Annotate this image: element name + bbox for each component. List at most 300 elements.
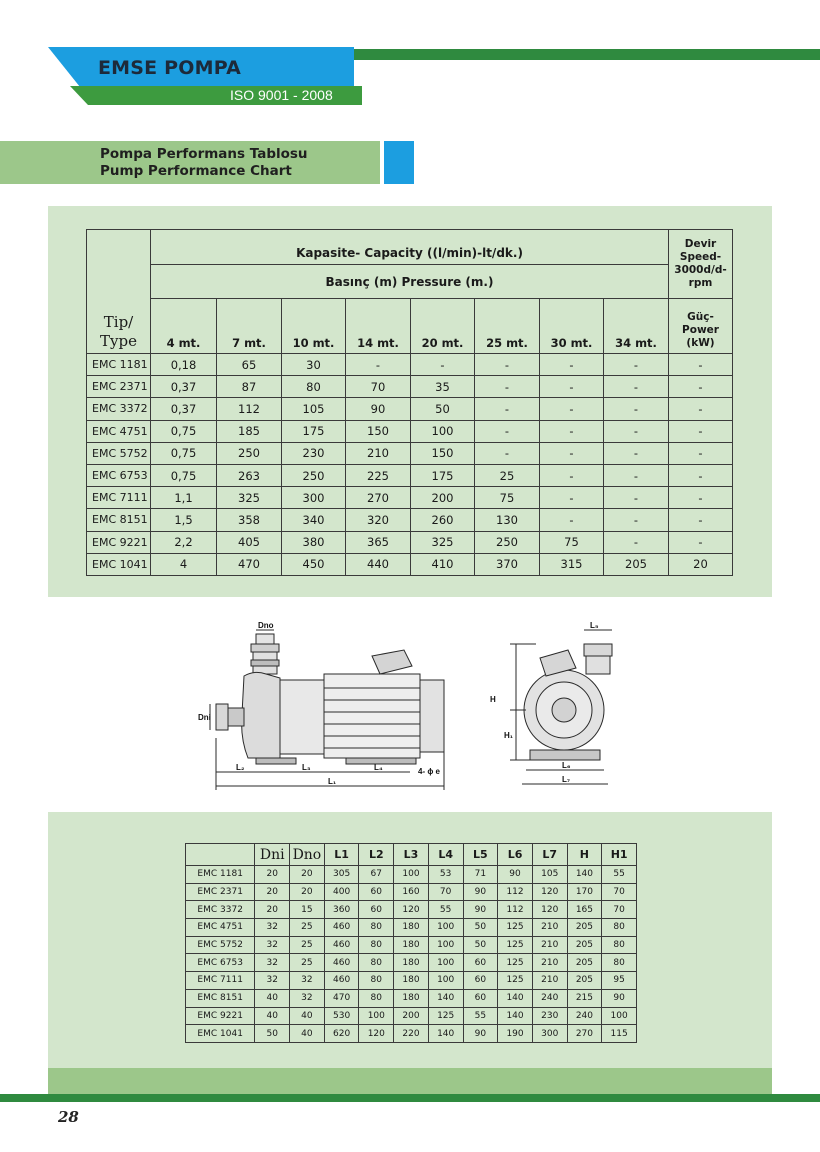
value-cell: 80 — [359, 936, 394, 954]
value-cell: - — [540, 398, 604, 420]
value-cell: - — [475, 420, 540, 442]
dimensions-header-cell: L2 — [359, 844, 394, 866]
dimensions-header-cell: H1 — [602, 844, 637, 866]
dimensions-row — [186, 989, 637, 1007]
value-cell: 90 — [346, 398, 411, 420]
value-cell: 80 — [602, 919, 637, 937]
value-cell: 115 — [602, 1025, 637, 1043]
value-cell: 530 — [324, 1007, 359, 1025]
value-cell: 50 — [463, 936, 498, 954]
value-cell: 71 — [463, 866, 498, 884]
value-cell: 100 — [428, 972, 463, 990]
pressure-header: Basınç (m) Pressure (m.) — [151, 265, 669, 299]
type-cell: EMC 3372 — [87, 398, 151, 420]
value-cell: 90 — [498, 866, 533, 884]
type-cell: EMC 3372 — [186, 901, 255, 919]
performance-table — [86, 229, 733, 576]
label-l5: L₅ — [590, 621, 599, 630]
value-cell: 200 — [394, 1007, 429, 1025]
type-cell: EMC 1041 — [186, 1025, 255, 1043]
performance-row — [87, 531, 733, 553]
value-cell: 40 — [290, 1007, 325, 1025]
value-cell: 112 — [498, 883, 533, 901]
dimensions-row — [186, 901, 637, 919]
value-cell: 55 — [428, 901, 463, 919]
value-cell: - — [475, 354, 540, 376]
dimensions-header-cell: L1 — [324, 844, 359, 866]
value-cell: 90 — [463, 883, 498, 901]
value-cell: 240 — [567, 1007, 602, 1025]
value-cell: 185 — [217, 420, 282, 442]
value-cell: 470 — [217, 553, 282, 575]
value-cell: 50 — [463, 919, 498, 937]
value-cell: 250 — [475, 531, 540, 553]
value-cell: 100 — [394, 866, 429, 884]
value-cell: 365 — [346, 531, 411, 553]
label-h1: H₁ — [504, 731, 514, 740]
label-l1: L₁ — [328, 777, 337, 786]
type-cell: EMC 2371 — [87, 376, 151, 398]
value-cell: 140 — [498, 989, 533, 1007]
value-cell: 140 — [567, 866, 602, 884]
value-cell: 1,1 — [151, 487, 217, 509]
value-cell: 53 — [428, 866, 463, 884]
speed-header-line: rpm — [688, 277, 713, 289]
value-cell: 205 — [567, 972, 602, 990]
value-cell: 75 — [475, 487, 540, 509]
value-cell: 65 — [217, 354, 282, 376]
value-cell: 180 — [394, 919, 429, 937]
value-cell: 1,5 — [151, 509, 217, 531]
speed-header-line: Devir — [684, 238, 717, 250]
value-cell: 0,37 — [151, 376, 217, 398]
value-cell: - — [669, 420, 733, 442]
value-cell: 125 — [428, 1007, 463, 1025]
value-cell: 30 — [282, 354, 346, 376]
dimensions-row — [186, 954, 637, 972]
value-cell: 105 — [282, 398, 346, 420]
value-cell: 300 — [282, 487, 346, 509]
value-cell: 90 — [463, 901, 498, 919]
value-cell: 105 — [532, 866, 567, 884]
pressure-column-header: 4 mt. — [151, 299, 217, 354]
value-cell: 180 — [394, 989, 429, 1007]
value-cell: - — [475, 376, 540, 398]
value-cell: 150 — [411, 442, 475, 464]
value-cell: 125 — [498, 919, 533, 937]
value-cell: 50 — [255, 1025, 290, 1043]
value-cell: - — [669, 464, 733, 486]
value-cell: - — [604, 464, 669, 486]
value-cell: 100 — [602, 1007, 637, 1025]
value-cell: 205 — [567, 954, 602, 972]
value-cell: - — [669, 487, 733, 509]
value-cell: 25 — [290, 936, 325, 954]
value-cell: 315 — [540, 553, 604, 575]
value-cell: - — [540, 464, 604, 486]
power-header-line: Güç-Power — [682, 311, 719, 336]
value-cell: - — [475, 398, 540, 420]
pressure-column-header: 7 mt. — [217, 299, 282, 354]
type-header — [87, 230, 151, 354]
dimensions-row — [186, 919, 637, 937]
value-cell: 210 — [532, 919, 567, 937]
value-cell: 358 — [217, 509, 282, 531]
value-cell: 55 — [602, 866, 637, 884]
value-cell: 360 — [324, 901, 359, 919]
value-cell: 100 — [428, 919, 463, 937]
value-cell: 210 — [532, 936, 567, 954]
section-title-en: Pump Performance Chart — [100, 163, 292, 179]
value-cell: 380 — [282, 531, 346, 553]
value-cell: 40 — [255, 989, 290, 1007]
value-cell: 460 — [324, 972, 359, 990]
value-cell: 112 — [498, 901, 533, 919]
dimensions-header-cell: L4 — [428, 844, 463, 866]
type-cell: EMC 5752 — [87, 442, 151, 464]
dimensions-header-cell: L6 — [498, 844, 533, 866]
dimensions-row — [186, 1025, 637, 1043]
footer-green-rule — [0, 1094, 820, 1102]
value-cell: 270 — [567, 1025, 602, 1043]
value-cell: 340 — [282, 509, 346, 531]
value-cell: - — [411, 354, 475, 376]
value-cell: - — [604, 509, 669, 531]
value-cell: 120 — [532, 901, 567, 919]
label-l3: L₃ — [302, 763, 311, 772]
label-l4: L₄ — [374, 763, 383, 772]
type-header-line1: Tip/ — [103, 313, 134, 331]
dimensions-row — [186, 1007, 637, 1025]
section-blue-block — [384, 141, 414, 184]
value-cell: 70 — [602, 901, 637, 919]
value-cell: 25 — [290, 919, 325, 937]
value-cell: - — [604, 398, 669, 420]
value-cell: 20 — [255, 901, 290, 919]
value-cell: 325 — [217, 487, 282, 509]
dimensions-row — [186, 883, 637, 901]
value-cell: 300 — [532, 1025, 567, 1043]
value-cell: 0,37 — [151, 398, 217, 420]
value-cell: - — [540, 354, 604, 376]
type-cell: EMC 1181 — [87, 354, 151, 376]
value-cell: - — [475, 442, 540, 464]
value-cell: 400 — [324, 883, 359, 901]
pressure-column-header: 25 mt. — [475, 299, 540, 354]
value-cell: 32 — [255, 954, 290, 972]
value-cell: 263 — [217, 464, 282, 486]
pressure-column-header: 14 mt. — [346, 299, 411, 354]
type-cell: EMC 9221 — [186, 1007, 255, 1025]
value-cell: 100 — [428, 954, 463, 972]
type-cell: EMC 4751 — [87, 420, 151, 442]
value-cell: 20 — [255, 866, 290, 884]
value-cell: 120 — [394, 901, 429, 919]
performance-row — [87, 354, 733, 376]
value-cell: 67 — [359, 866, 394, 884]
value-cell: 60 — [463, 972, 498, 990]
value-cell: 60 — [359, 901, 394, 919]
value-cell: - — [669, 376, 733, 398]
dimensions-table-body — [186, 866, 637, 1043]
value-cell: - — [540, 509, 604, 531]
performance-row — [87, 376, 733, 398]
value-cell: - — [540, 376, 604, 398]
dimensions-header-cell — [186, 844, 255, 866]
value-cell: 0,75 — [151, 442, 217, 464]
value-cell: 250 — [217, 442, 282, 464]
performance-row — [87, 464, 733, 486]
value-cell: - — [604, 442, 669, 464]
value-cell: 55 — [463, 1007, 498, 1025]
value-cell: 210 — [532, 954, 567, 972]
value-cell: 80 — [602, 936, 637, 954]
bottom-green-bar — [48, 1068, 772, 1094]
value-cell: 20 — [255, 883, 290, 901]
value-cell: 100 — [428, 936, 463, 954]
label-bolt: 4- ϕ e — [418, 767, 441, 776]
value-cell: 215 — [567, 989, 602, 1007]
performance-table-body — [87, 354, 733, 576]
value-cell: 80 — [359, 972, 394, 990]
performance-row — [87, 487, 733, 509]
label-h: H — [490, 695, 496, 704]
section-title-tr: Pompa Performans Tablosu — [100, 146, 308, 162]
value-cell: 125 — [498, 954, 533, 972]
pressure-column-header: 34 mt. — [604, 299, 669, 354]
label-l2: L₂ — [236, 763, 245, 772]
value-cell: 150 — [346, 420, 411, 442]
value-cell: 32 — [290, 972, 325, 990]
value-cell: 250 — [282, 464, 346, 486]
type-cell: EMC 5752 — [186, 936, 255, 954]
type-cell: EMC 7111 — [186, 972, 255, 990]
value-cell: 32 — [255, 919, 290, 937]
value-cell: - — [604, 376, 669, 398]
power-header-line: (kW) — [686, 337, 715, 349]
performance-row — [87, 420, 733, 442]
value-cell: 80 — [602, 954, 637, 972]
type-cell: EMC 4751 — [186, 919, 255, 937]
performance-row — [87, 509, 733, 531]
value-cell: 140 — [498, 1007, 533, 1025]
value-cell: 120 — [532, 883, 567, 901]
dimensions-table — [185, 843, 637, 1043]
value-cell: 120 — [359, 1025, 394, 1043]
dimensions-header-row — [186, 844, 637, 866]
dimensions-row — [186, 866, 637, 884]
value-cell: - — [346, 354, 411, 376]
type-cell: EMC 8151 — [186, 989, 255, 1007]
value-cell: 4 — [151, 553, 217, 575]
value-cell: 20 — [290, 883, 325, 901]
brand-title: EMSE POMPA — [98, 57, 242, 79]
value-cell: 165 — [567, 901, 602, 919]
value-cell: 450 — [282, 553, 346, 575]
value-cell: 140 — [428, 989, 463, 1007]
value-cell: 190 — [498, 1025, 533, 1043]
value-cell: 320 — [346, 509, 411, 531]
performance-row — [87, 398, 733, 420]
value-cell: 32 — [255, 972, 290, 990]
value-cell: 180 — [394, 936, 429, 954]
value-cell: 410 — [411, 553, 475, 575]
value-cell: 35 — [411, 376, 475, 398]
value-cell: 80 — [282, 376, 346, 398]
pump-front-view-drawing — [486, 618, 626, 798]
value-cell: 220 — [394, 1025, 429, 1043]
value-cell: 25 — [290, 954, 325, 972]
value-cell: 175 — [411, 464, 475, 486]
value-cell: 205 — [567, 919, 602, 937]
value-cell: - — [540, 420, 604, 442]
label-l7: L₇ — [562, 775, 571, 784]
value-cell: - — [669, 398, 733, 420]
value-cell: 180 — [394, 972, 429, 990]
value-cell: 460 — [324, 919, 359, 937]
value-cell: - — [604, 487, 669, 509]
value-cell: 90 — [602, 989, 637, 1007]
value-cell: 100 — [411, 420, 475, 442]
speed-header-line: Speed- — [679, 251, 722, 263]
pump-side-view-drawing — [196, 618, 466, 798]
value-cell: 60 — [359, 883, 394, 901]
value-cell: 440 — [346, 553, 411, 575]
dimensions-row — [186, 972, 637, 990]
value-cell: 210 — [532, 972, 567, 990]
value-cell: 80 — [359, 989, 394, 1007]
speed-header — [669, 230, 733, 299]
value-cell: 0,18 — [151, 354, 217, 376]
pressure-column-header: 10 mt. — [282, 299, 346, 354]
value-cell: - — [669, 442, 733, 464]
value-cell: 0,75 — [151, 420, 217, 442]
value-cell: 170 — [567, 883, 602, 901]
value-cell: 100 — [359, 1007, 394, 1025]
power-header — [669, 299, 733, 354]
performance-row — [87, 442, 733, 464]
dimensions-row — [186, 936, 637, 954]
value-cell: - — [604, 531, 669, 553]
dimensions-header-cell: L5 — [463, 844, 498, 866]
type-cell: EMC 6753 — [186, 954, 255, 972]
value-cell: 80 — [359, 954, 394, 972]
value-cell: 70 — [602, 883, 637, 901]
value-cell: 70 — [428, 883, 463, 901]
value-cell: 405 — [217, 531, 282, 553]
iso-label: ISO 9001 - 2008 — [230, 87, 333, 103]
value-cell: - — [540, 442, 604, 464]
type-cell: EMC 7111 — [87, 487, 151, 509]
dimensions-header-cell: L3 — [394, 844, 429, 866]
value-cell: 225 — [346, 464, 411, 486]
value-cell: 270 — [346, 487, 411, 509]
value-cell: 210 — [346, 442, 411, 464]
value-cell: 140 — [428, 1025, 463, 1043]
value-cell: 90 — [463, 1025, 498, 1043]
value-cell: 95 — [602, 972, 637, 990]
value-cell: 125 — [498, 936, 533, 954]
value-cell: 205 — [567, 936, 602, 954]
value-cell: 40 — [290, 1025, 325, 1043]
value-cell: 0,75 — [151, 464, 217, 486]
dimensions-header-cell: Dno — [290, 844, 325, 866]
label-dno: Dno — [258, 621, 274, 630]
value-cell: 175 — [282, 420, 346, 442]
value-cell: 87 — [217, 376, 282, 398]
speed-header-line: 3000d/d- — [674, 264, 727, 276]
dimensions-header-cell: H — [567, 844, 602, 866]
value-cell: - — [669, 354, 733, 376]
type-cell: EMC 1041 — [87, 553, 151, 575]
value-cell: 32 — [255, 936, 290, 954]
dimensions-header-cell: L7 — [532, 844, 567, 866]
value-cell: 370 — [475, 553, 540, 575]
value-cell: - — [669, 509, 733, 531]
value-cell: 15 — [290, 901, 325, 919]
value-cell: 80 — [359, 919, 394, 937]
label-dni: Dni — [198, 713, 211, 722]
value-cell: 160 — [394, 883, 429, 901]
type-header-line2: Type — [100, 332, 137, 350]
value-cell: 620 — [324, 1025, 359, 1043]
pressure-column-header: 30 mt. — [540, 299, 604, 354]
label-l6: L₆ — [562, 761, 571, 770]
pressure-column-header: 20 mt. — [411, 299, 475, 354]
value-cell: 70 — [346, 376, 411, 398]
value-cell: 50 — [411, 398, 475, 420]
value-cell: 32 — [290, 989, 325, 1007]
dimensions-header-cell: Dni — [255, 844, 290, 866]
value-cell: - — [669, 531, 733, 553]
value-cell: 230 — [532, 1007, 567, 1025]
value-cell: 205 — [604, 553, 669, 575]
value-cell: 60 — [463, 954, 498, 972]
type-cell: EMC 2371 — [186, 883, 255, 901]
value-cell: 60 — [463, 989, 498, 1007]
value-cell: 305 — [324, 866, 359, 884]
value-cell: 180 — [394, 954, 429, 972]
value-cell: 460 — [324, 936, 359, 954]
value-cell: 20 — [669, 553, 733, 575]
value-cell: 130 — [475, 509, 540, 531]
value-cell: 125 — [498, 972, 533, 990]
type-cell: EMC 9221 — [87, 531, 151, 553]
value-cell: 25 — [475, 464, 540, 486]
value-cell: 230 — [282, 442, 346, 464]
capacity-header: Kapasite- Capacity ((l/min)-lt/dk.) — [151, 230, 669, 265]
value-cell: 20 — [290, 866, 325, 884]
type-cell: EMC 1181 — [186, 866, 255, 884]
value-cell: 240 — [532, 989, 567, 1007]
value-cell: 40 — [255, 1007, 290, 1025]
performance-row — [87, 553, 733, 575]
value-cell: 260 — [411, 509, 475, 531]
value-cell: 75 — [540, 531, 604, 553]
type-cell: EMC 8151 — [87, 509, 151, 531]
value-cell: 470 — [324, 989, 359, 1007]
value-cell: 2,2 — [151, 531, 217, 553]
value-cell: 200 — [411, 487, 475, 509]
header-green-rule — [350, 49, 820, 60]
value-cell: - — [540, 487, 604, 509]
value-cell: 460 — [324, 954, 359, 972]
value-cell: - — [604, 420, 669, 442]
value-cell: 325 — [411, 531, 475, 553]
type-cell: EMC 6753 — [87, 464, 151, 486]
value-cell: 112 — [217, 398, 282, 420]
value-cell: - — [604, 354, 669, 376]
